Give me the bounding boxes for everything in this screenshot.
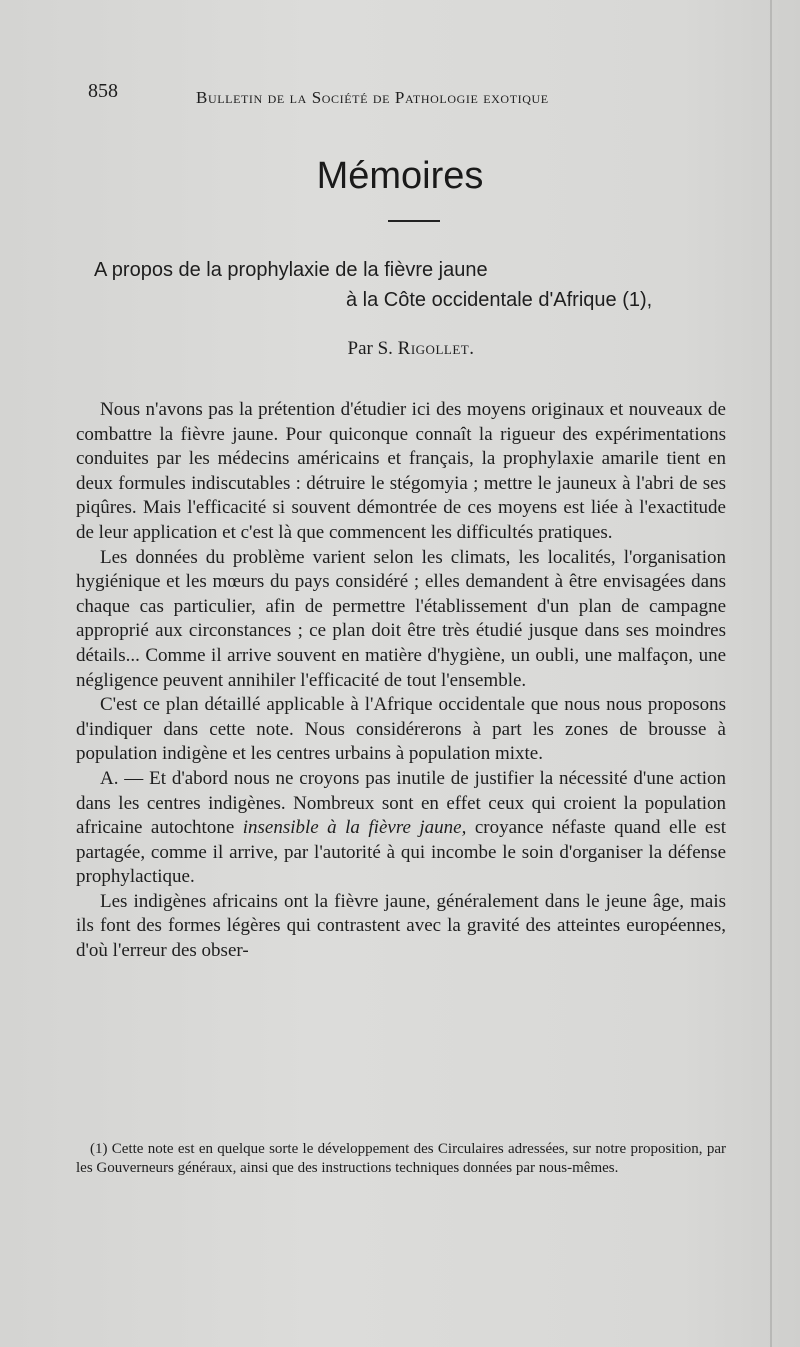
article-title-line2: à la Côte occidentale d'Afrique <box>346 289 617 311</box>
page-header <box>88 80 668 110</box>
article-body <box>76 398 726 964</box>
page-edge <box>770 0 772 1347</box>
byline <box>0 338 800 360</box>
paragraph-2: Les données du problème varient selon les climats, les localités, l'organisation hygiénique et les mœurs du pays considéré ; elles demandent à être envisagées dans chaque cas particulier, afin de permettre l'établissement d'un plan de campagne approprié aux circonstances ; ce plan doit être très étudié jusque dans ses moindres détails... Comme il arrive souvent en matière d'hygiène, un oubli, une malfaçon, une négligence peuvent annihiler l'efficacité de tout l'ensemble. <box>76 546 726 691</box>
paragraph-a-after: croyance néfaste quand elle est partagée, comme il arrive, par l'autorité à qui incombe le soin d'organiser la défense prophylactique. <box>76 817 726 888</box>
page-number: 858 <box>88 80 118 102</box>
article-title-line2-wrap <box>94 285 754 315</box>
section-title: Mémoires <box>316 155 484 197</box>
section-rule <box>388 220 440 222</box>
paragraph-a-italic: insensible à la fièvre jaune, <box>242 817 467 839</box>
footnote-text: (1) Cette note est en quelque sorte le développement des Circulaires adressées, sur notre proposition, par les Gouverneurs généraux, ainsi que des instructions techniques données par nous-mêmes. <box>76 1141 726 1176</box>
title-footnote-ref: (1), <box>622 289 653 311</box>
byline-author: Rigollet. <box>397 338 475 359</box>
byline-prefix: Par S. <box>347 338 393 359</box>
footnote <box>76 1140 726 1178</box>
paragraph-last: Les indigènes africains ont la fièvre jaune, généralement dans le jeune âge, mais ils font des formes légères qui contrastent avec la gravité des atteintes européennes, d'où l'erreur des obser- <box>76 890 726 962</box>
paragraph-a <box>76 767 726 890</box>
paragraph-3: C'est ce plan détaillé applicable à l'Afrique occidentale que nous nous proposons d'indiquer dans cette note. Nous considérerons à part les zones de brousse à population indigène et les centres urbains à population mixte. <box>76 694 726 765</box>
running-head: Bulletin de la Société de Pathologie exotique <box>196 88 549 107</box>
paragraph-a-before: A. — Et d'abord nous ne croyons pas inutile de justifier la nécessité d'une action dans les centres indigènes. Nombreux sont en effet ceux qui croient la population africaine autochtone <box>76 767 726 839</box>
article-title-line1: A propos de la prophylaxie de la fièvre jaune <box>94 259 488 281</box>
article-title <box>94 255 754 315</box>
paragraph-1: Nous n'avons pas la prétention d'étudier ici des moyens originaux et nouveaux de combattre la fièvre jaune. Pour quiconque connaît la rigueur des expérimentations conduites par les médecins américains et français, la prophylaxie amarile tient en deux formules indiscutables : détruire le stégomyia ; mettre le jauneux à l'abri de ses piqûres. Mais l'efficacité si souvent démontrée de ces moyens est liée à l'exactitude de leur application et c'est là que commencent les difficultés pratiques. <box>76 399 726 543</box>
